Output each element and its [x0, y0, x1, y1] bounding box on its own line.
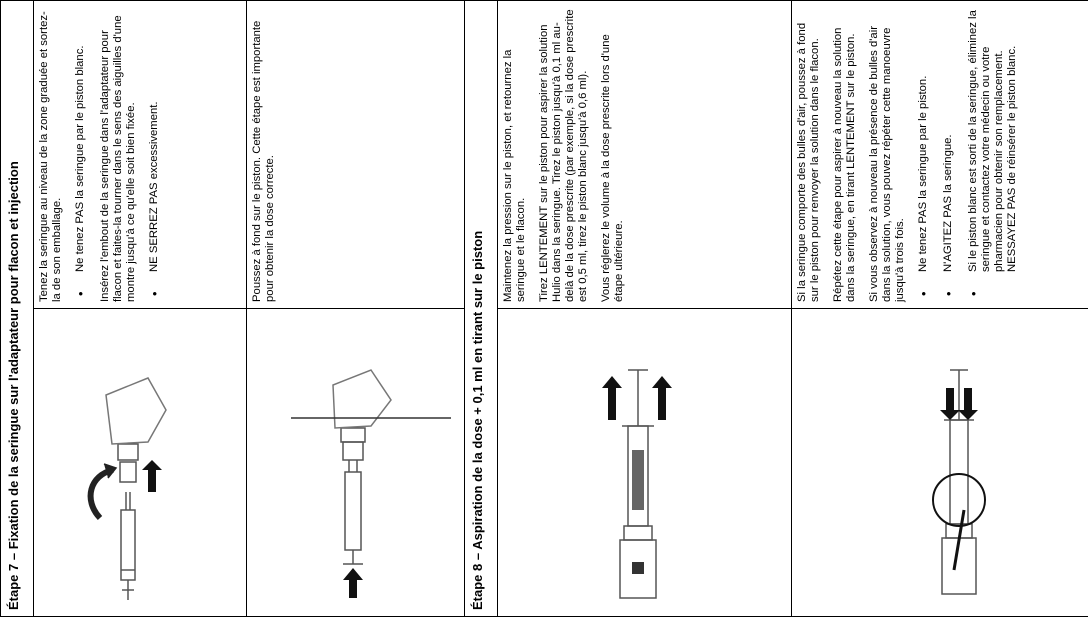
step8-text-d [792, 1, 1088, 309]
step8-d-p2: Répétez cette étape pour aspirer à nouveau la solution dans la seringue, en tirant LENTEMENT sur le piston. [832, 27, 857, 302]
step8-row-d [792, 1, 1088, 617]
step8-c-p1: Maintenez la pression sur le piston, et retournez la seringue et le flacon. [502, 49, 527, 302]
step8-figure-c-cell [498, 309, 792, 617]
step8-d-p3: Si vous observez à nouveau la présence de bulles d'air dans la solution, vous pouvez répéter cette manoeuvre jusqu'à trois fois. [868, 26, 906, 302]
syringe-draw-illustration [502, 354, 787, 610]
step7-heading: Étape 7 – Fixation de la seringue sur l'adaptateur pour flacon et injection [1, 1, 34, 617]
pull-arrow-icon [652, 376, 672, 420]
step8-d-bullet2: • N'AGITEZ PAS la seringue. [942, 7, 955, 272]
step7-a-bullets-1 [74, 7, 87, 302]
step7-a-p2: Insérez l'embout de la seringue dans l'adaptateur pour flacon et faites-la tourner dans le sens des aiguilles d'une montre jusqu'à ce qu'elle soit bien fixée. [99, 15, 137, 302]
step8-heading: Étape 8 – Aspiration de la dose + 0,1 ml en tirant sur le piston [465, 1, 498, 617]
step7-a-bullet2: • NE SERREZ PAS excessivement. [148, 7, 161, 272]
step7-figure-a-cell [34, 309, 247, 617]
step8-c-p2: Tirez LENTEMENT sur le piston pour aspirer la solution Hulio dans la seringue. Tirez le piston jusqu'à 0,1 ml au-delà de la dose prescrite (par exemple, si la dose prescrite est 0,5 ml, tirez le piston blanc jusqu'à 0,6 ml). [538, 9, 589, 302]
push-arrow-icon [958, 388, 978, 420]
step8-c-p3: Vous réglerez le volume à la dose prescrite lors d'une étape ultérieure. [600, 34, 625, 302]
push-arrow-icon [343, 568, 363, 598]
step8-text-c [498, 1, 792, 309]
step7-text-b [247, 1, 465, 309]
syringe-push-illustration [251, 354, 460, 610]
step8-d-bullets [917, 7, 1019, 302]
step7-text-a [34, 1, 247, 309]
step8-heading-row [465, 1, 498, 617]
step7-row-b [247, 1, 465, 617]
step7-figure-b-cell [247, 309, 465, 617]
step8-row-c [498, 1, 792, 617]
step7-a-bullet1: • Ne tenez PAS la seringue par le piston blanc. [74, 7, 87, 272]
push-arrow-icon [940, 388, 960, 420]
step7-b-p1: Poussez à fond sur le piston. Cette étape est importante pour obtenir la dose correcte. [251, 20, 276, 302]
push-arrow-icon [142, 460, 162, 492]
pull-arrow-icon [602, 376, 622, 420]
step8-figure-d-cell [792, 309, 1088, 617]
step8-d-p1: Si la seringue comporte des bulles d'air, poussez à fond sur le piston pour renvoyer la solution dans le flacon. [796, 22, 821, 302]
step8-d-bullet3: • Si le piston blanc est sorti de la seringue, éliminez la seringue et contactez votre médecin ou votre pharmacien pour obtenir son remplacement. NESSAYEZ PAS de réinsérer le piston blanc. [967, 7, 1019, 272]
step7-heading-row [1, 1, 34, 617]
step7-a-bullets-2 [148, 7, 161, 302]
step8-d-bullet1: • Ne tenez PAS la seringue par le piston. [917, 7, 930, 272]
syringe-bubbles-illustration [796, 354, 1088, 610]
step7-a-p1: Tenez la seringue au niveau de la zone graduée et sortez-la de son emballage. [38, 11, 63, 302]
step7-row-a [34, 1, 247, 617]
syringe-attach-illustration [38, 354, 242, 610]
